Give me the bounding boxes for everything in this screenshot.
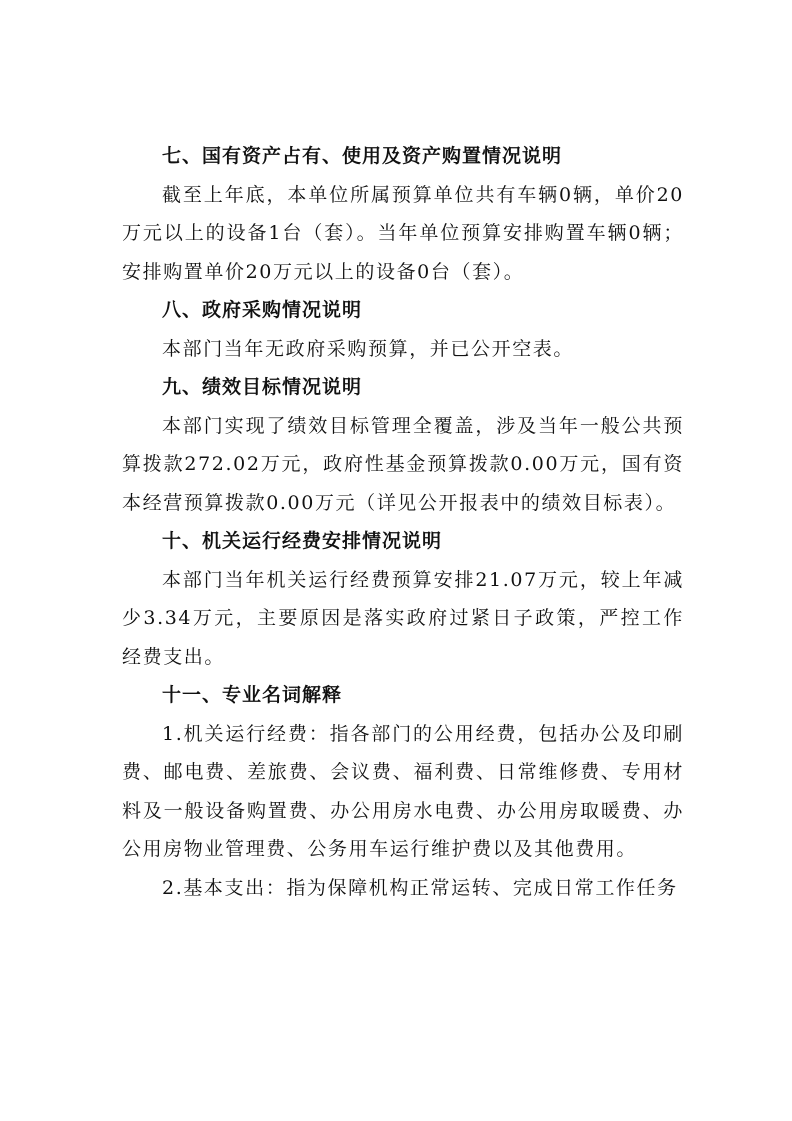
- glossary-item: 2.基本支出：指为保障机构正常运转、完成日常工作任务: [162, 876, 678, 899]
- section-procurement: [122, 291, 684, 368]
- section-heading: 九、绩效目标情况说明: [162, 376, 363, 398]
- section-paragraph: 本部门当年无政府采购预算，并已公开空表。: [162, 337, 575, 360]
- section-heading: 八、政府采购情况说明: [162, 299, 363, 321]
- section-paragraph: 本部门实现了绩效目标管理全覆盖，涉及当年一般公共预算拨款272.02万元，政府性基金预算拨款0.00万元，国有资本经营预算拨款0.00万元（详见公开报表中的绩效目标表）。: [122, 414, 684, 514]
- section-paragraph: 截至上年底，本单位所属预算单位共有车辆0辆，单价20万元以上的设备1台（套）。当年单位预算安排购置车辆0辆；安排购置单价20万元以上的设备0台（套）。: [122, 183, 684, 283]
- section-heading: 七、国有资产占有、使用及资产购置情况说明: [162, 145, 563, 167]
- section-performance: [122, 368, 684, 522]
- section-glossary: [122, 676, 684, 907]
- section-operating-funds: [122, 522, 684, 676]
- section-paragraph: 本部门当年机关运行经费预算安排21.07万元，较上年减少3.34万元，主要原因是落实政府过紧日子政策，严控工作经费支出。: [122, 568, 684, 668]
- section-assets: [122, 137, 684, 291]
- glossary-item: 1.机关运行经费：指各部门的公用经费，包括办公及印刷费、邮电费、差旅费、会议费、福利费、日常维修费、专用材料及一般设备购置费、办公用房水电费、办公用房取暖费、办公用房物业管理费、公务用车运行维护费以及其他费用。: [122, 722, 684, 860]
- section-heading: 十一、专业名词解释: [162, 684, 343, 706]
- document-page: [122, 137, 684, 907]
- section-heading: 十、机关运行经费安排情况说明: [162, 530, 443, 552]
